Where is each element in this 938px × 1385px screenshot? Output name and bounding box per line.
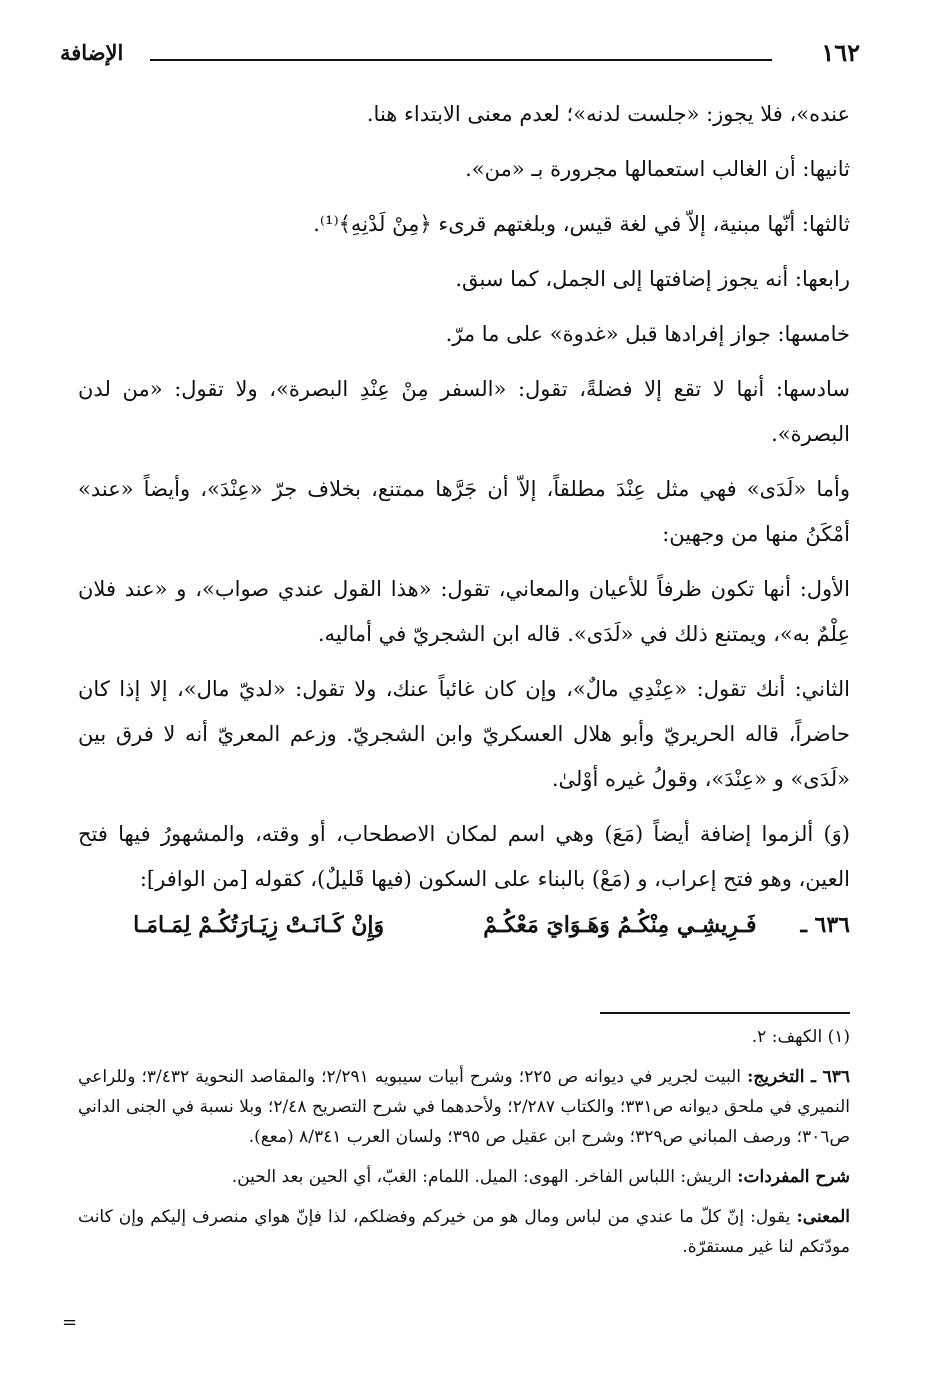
- meaning-note: [78, 1202, 850, 1262]
- paragraph: سادسها: أنها لا تقع إلا فضلةً، تقول: «السفر مِنْ عِنْدِ البصرة»، ولا تقول: «من لدن البصرة».: [78, 377, 850, 446]
- paragraph: (وَ) ألزموا إضافة أيضاً (مَعَ) وهي اسم لمكان الاصطحاب، أو وقته، والمشهورُ فيها فتح العين، وهو فتح إعراب، و (مَعْ) بالبناء على السكون (فيها قَليلٌ)، كقوله [من الوافر]:: [78, 822, 850, 891]
- takhrij-note: [78, 1062, 850, 1152]
- meaning-text: يقول: إنّ كلّ ما عندي من لباس ومال هو من خيركم وفضلكم، لذا فإنّ هواي منصرف إليكم وإن كانت مودّتكم لنا غير مستقرّة.: [78, 1207, 850, 1257]
- meaning-label: المعنى:: [796, 1207, 851, 1227]
- running-header: [60, 36, 860, 76]
- page-number: ١٦٢: [821, 38, 860, 67]
- vocabulary-label: شرح المفردات:: [737, 1167, 850, 1187]
- paragraph: خامسها: جواز إفرادها قبل «غدوة» على ما مرّ.: [445, 322, 850, 346]
- paragraph: الثاني: أنك تقول: «عِنْدِي مالٌ»، وإن كان غائباً عنك، ولا تقول: «لديّ مال»، إلا إذا كان حاضراً، قاله الحريريّ وأبو هلال العسكريّ وابن الشجريّ. وزعم المعريّ أنه لا فرق بين «لَدَى» و «عِنْدَ»، وقولُ غيره أوْلىٰ.: [78, 677, 850, 791]
- vocabulary-text: الريش: اللباس الفاخر. الهوى: الميل. اللمام: الغبّ، أي الحين بعد الحين.: [231, 1167, 732, 1187]
- footnote-separator: [600, 1012, 850, 1014]
- verse-hemistich-second: وَإِنْ كَـانَـتْ زِيَـارَتُكُـمْ لِمَـامَـا: [133, 912, 385, 938]
- vocabulary-note: [78, 1162, 850, 1192]
- header-rule: [150, 59, 772, 61]
- paragraph: ثانيها: أن الغالب استعمالها مجرورة بـ «من».: [465, 157, 850, 181]
- verse-hemistich-first: فَـرِيشِـي مِنْكُـمُ وَهَـوَايَ مَعْكُـمْ: [483, 912, 757, 938]
- footnote: (١) الكهف: ٢.: [751, 1027, 850, 1047]
- footnotes: [78, 1022, 850, 1262]
- verse-number: ٦٣٦ ـ: [800, 912, 850, 938]
- poetry-verse: [78, 902, 850, 948]
- takhrij-label: ٦٣٦ ـ التخريج:: [747, 1067, 850, 1087]
- main-text: [78, 92, 850, 948]
- margin-mark: =: [62, 1312, 78, 1333]
- paragraph: عنده»، فلا يجوز: «جلست لدنه»؛ لعدم معنى الابتداء هنا.: [366, 102, 850, 126]
- paragraph: ثالثها: أنّها مبنية، إلاّ في لغة قيس، وبلغتهم قرىء ﴿مِنْ لَدْنِهِ﴾⁽¹⁾.: [313, 212, 850, 236]
- paragraph: وأما «لَدَى» فهي مثل عِنْدَ مطلقاً، إلاّ أن جَرَّها ممتنع، بخلاف جرّ «عِنْدَ»، وأيضاً «عند» أمْكَنُ منها من وجهين:: [78, 477, 850, 546]
- running-title: الإضافة: [60, 40, 124, 65]
- paragraph: رابعها: أنه يجوز إضافتها إلى الجمل، كما سبق.: [455, 267, 850, 291]
- paragraph: الأول: أنها تكون ظرفاً للأعيان والمعاني، تقول: «هذا القول عندي صواب»، و «عند فلان عِلْمٌ به»، ويمتنع ذلك في «لَدَى». قاله ابن الشجريّ في أماليه.: [78, 577, 850, 646]
- takhrij-text: البيت لجرير في ديوانه ص ٢٢٥؛ وشرح أبيات سيبويه ٢/٢٩١؛ والمقاصد النحوية ٣/٤٣٢؛ وللراعي النميري في ملحق ديوانه ص٣٣١؛ والكتاب ٢/٢٨٧؛ ولأحدهما في شرح التصريح ٢/٤٨؛ وبلا نسبة في الجنى الداني ص٣٠٦؛ ورصف المباني ص٣٢٩؛ وشرح ابن عقيل ص ٣٩٥؛ ولسان العرب ٨/٣٤١ (معع).: [78, 1067, 850, 1147]
